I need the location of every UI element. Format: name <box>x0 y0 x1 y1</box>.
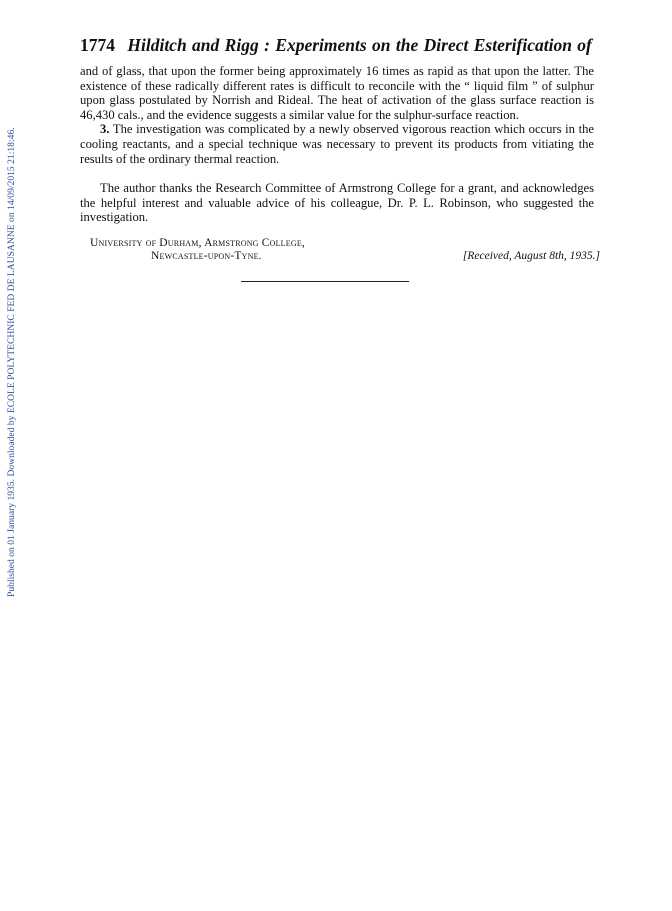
running-header <box>80 34 600 56</box>
affiliation-institution: University of Durham, Armstrong College, <box>90 237 305 249</box>
page-number: 1774 <box>80 35 115 55</box>
acknowledgement-paragraph: The author thanks the Research Committee of Armstrong College for a grant, and acknowledges the helpful interest and valuable advice of his colleague, Dr. P. L. Robinson, who suggested the investigation. <box>80 181 594 225</box>
download-stamp-text: Published on 01 January 1935. Downloaded by ECOLE POLYTECHNIC FED DE LAUSANNE on 14/09/2015 21:18:46. <box>6 127 17 597</box>
item-number: 3. <box>100 122 110 137</box>
running-title: Hilditch and Rigg : Experiments on the Direct Esterification of <box>127 35 592 55</box>
article-body <box>80 64 594 225</box>
affiliation-block <box>90 236 600 268</box>
affiliation-city: Newcastle-upon-Tyne. <box>151 250 262 262</box>
item-text: The investigation was complicated by a newly observed vigorous reaction which occurs in the cooling reactants, and a special technique was necessary to prevent its products from vitiating the results of the ordinary thermal reaction. <box>80 122 595 166</box>
download-stamp <box>5 0 19 600</box>
summary-paragraph: and of glass, that upon the former being approximately 16 times as rapid as that upon the latter. The existence of these radically different rates is difficult to reconcile with the “ liquid film ” of sulphur upon glass postulated by Norrish and Rideal. The heat of activation of the glass surface reaction is 46,430 cals., and the evidence suggests a similar value for the sulphur-surface reaction. <box>80 64 594 122</box>
summary-item-3 <box>80 122 594 166</box>
received-date: [Received, August 8th, 1935.] <box>462 250 600 262</box>
end-of-article-rule <box>241 281 409 282</box>
